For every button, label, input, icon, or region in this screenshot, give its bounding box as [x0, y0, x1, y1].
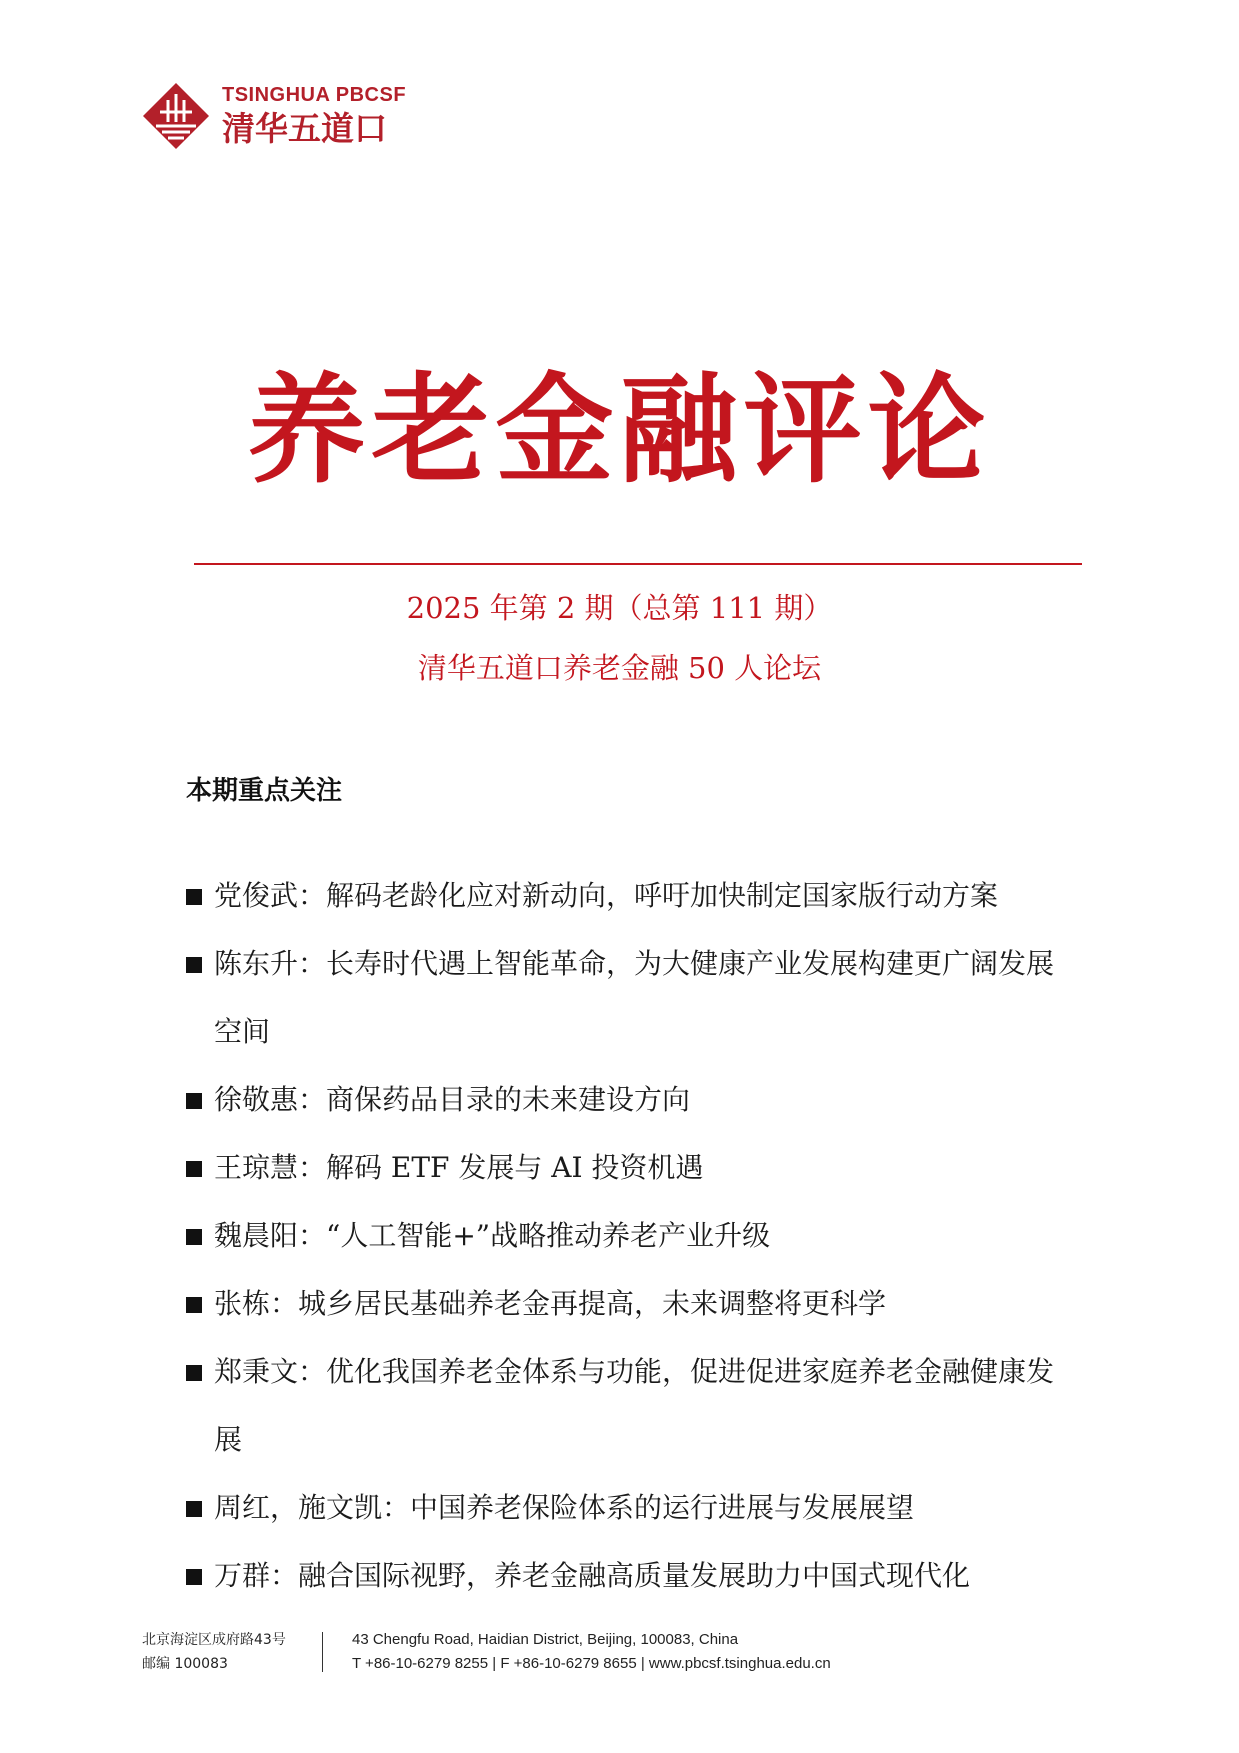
document-title: 养老金融评论: [247, 360, 992, 499]
list-item-text: 王琼慧：解码 ETF 发展与 AI 投资机遇: [214, 1151, 704, 1184]
square-bullet-icon: [186, 1229, 214, 1245]
list-item-text: 陈东升：长寿时代遇上智能革命，为大健康产业发展构建更广阔发展空间: [214, 947, 1055, 1048]
square-bullet-icon: [186, 1161, 214, 1177]
list-item: [186, 862, 1056, 930]
list-item-text: 周红，施文凯：中国养老保险体系的运行进展与发展展望: [214, 1491, 915, 1524]
logo-name-en: TSINGHUA PBCSF: [222, 84, 407, 106]
list-item-text: 徐敬惠：商保药品目录的未来建设方向: [214, 1083, 691, 1116]
list-item-text: 张栋：城乡居民基础养老金再提高，未来调整将更科学: [214, 1287, 887, 1320]
logo-name-cn: 清华五道口: [222, 109, 387, 148]
list-item-text: 郑秉文：优化我国养老金体系与功能，促进促进家庭养老金融健康发展: [214, 1355, 1055, 1456]
footer-address-en: 43 Chengfu Road, Haidian District, Beijing, 100083, China: [352, 1631, 739, 1648]
footer-divider: [322, 1632, 323, 1672]
list-item: [186, 1474, 1056, 1542]
focus-heading: 本期重点关注: [186, 776, 343, 806]
pbcsf-logo: [142, 82, 406, 150]
pbcsf-emblem-icon: [142, 82, 210, 150]
issue-line: 2025 年第 2 期（总第 111 期）: [406, 591, 833, 625]
footer-address-cn: 北京海淀区成府路43号: [142, 1632, 286, 1648]
square-bullet-icon: [186, 1093, 214, 1109]
focus-list: [186, 862, 1056, 1610]
footer-contact: T +86-10-6279 8255 | F +86-10-6279 8655 | www.pbcsf.tsinghua.edu.cn: [352, 1655, 831, 1672]
list-item: [186, 1066, 1056, 1134]
list-item: [186, 1542, 1056, 1610]
square-bullet-icon: [186, 1569, 214, 1585]
square-bullet-icon: [186, 889, 214, 905]
square-bullet-icon: [186, 957, 214, 973]
list-item: [186, 1202, 1056, 1270]
list-item: [186, 1270, 1056, 1338]
list-item-text: 党俊武：解码老龄化应对新动向，呼吁加快制定国家版行动方案: [214, 879, 999, 912]
title-divider: [194, 563, 1082, 565]
square-bullet-icon: [186, 1501, 214, 1517]
footer-postcode-cn: 邮编 100083: [142, 1656, 228, 1672]
forum-line: 清华五道口养老金融 50 人论坛: [417, 651, 822, 685]
list-item-text: 魏晨阳：“人工智能+”战略推动养老产业升级: [214, 1219, 771, 1252]
list-item: [186, 930, 1056, 1066]
list-item-text: 万群：融合国际视野，养老金融高质量发展助力中国式现代化: [214, 1559, 971, 1592]
list-item: [186, 1338, 1056, 1474]
list-item: [186, 1134, 1056, 1202]
square-bullet-icon: [186, 1365, 214, 1381]
square-bullet-icon: [186, 1297, 214, 1313]
